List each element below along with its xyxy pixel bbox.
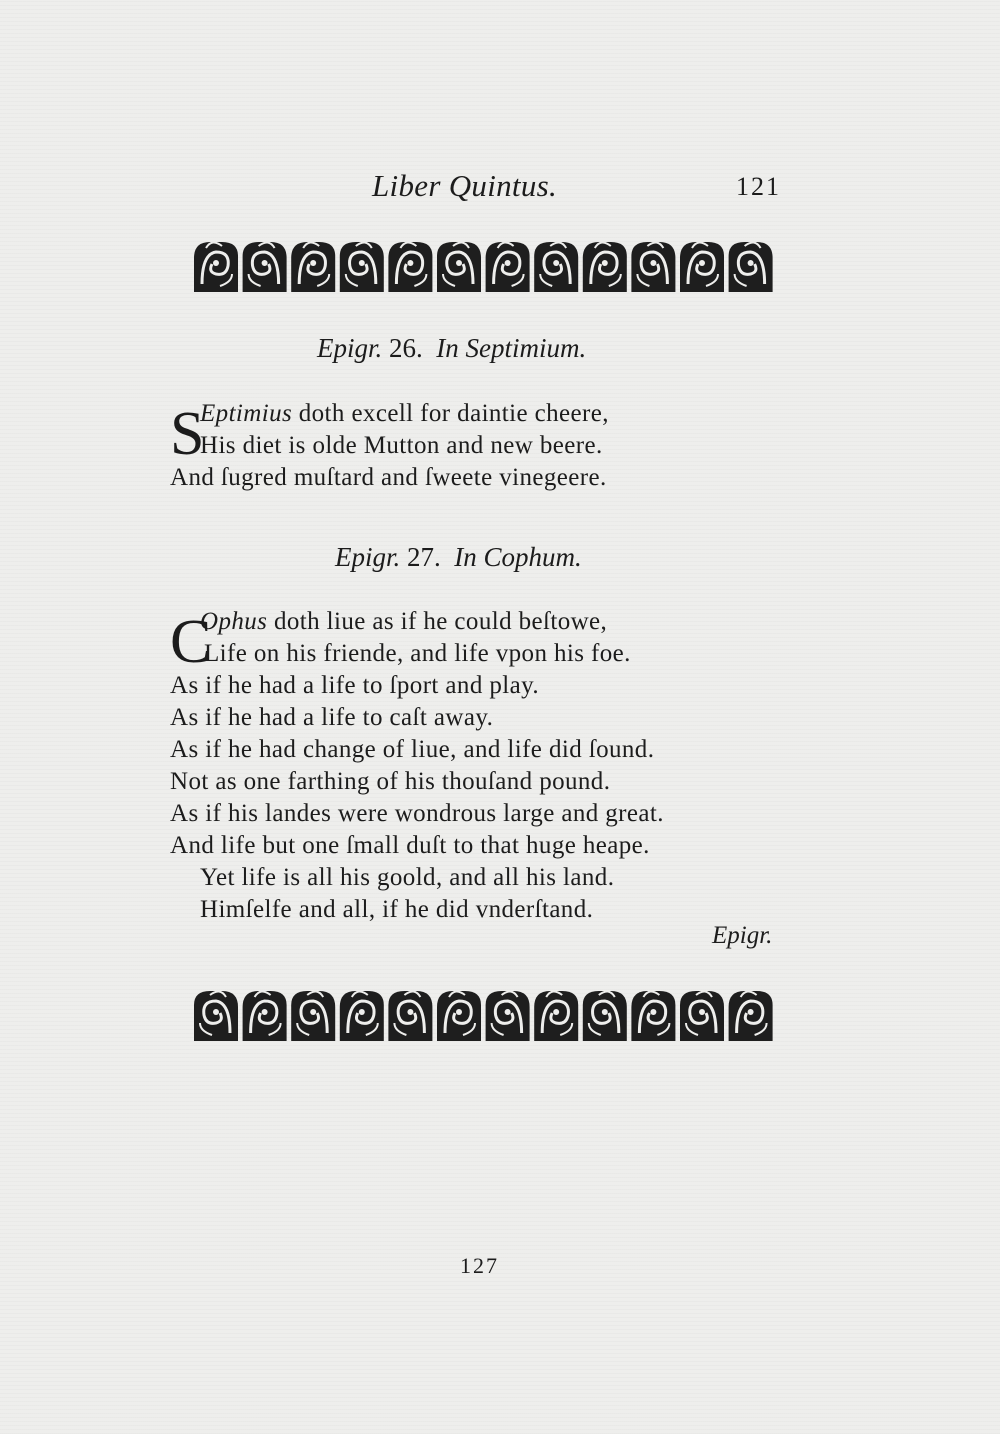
ornament-unit xyxy=(534,242,578,292)
ornament-unit xyxy=(729,991,773,1041)
ornament-unit xyxy=(291,242,335,292)
ornament-unit xyxy=(583,991,627,1041)
first-word: Ophus xyxy=(200,608,268,635)
heading-title: In Cophum. xyxy=(454,542,582,572)
ornament-unit xyxy=(486,991,530,1041)
epigram-26-text xyxy=(170,398,810,494)
ornament-unit xyxy=(680,242,724,292)
poem-line: And ſugred muſtard and ſweete vinegeere. xyxy=(170,464,607,491)
ornament-unit xyxy=(291,991,335,1041)
ornament-unit xyxy=(680,991,724,1041)
ornament-unit xyxy=(631,991,675,1041)
poem-line: As if he had a life to caſt away. xyxy=(170,704,494,731)
epigram-heading-26 xyxy=(317,333,586,364)
heading-prefix: Epigr. xyxy=(335,542,401,572)
first-line-rest: doth liue as if he could beſtowe, xyxy=(267,608,608,635)
ornament-unit xyxy=(486,242,530,292)
drop-cap-s: S xyxy=(170,400,205,468)
first-word: Eptimius xyxy=(200,400,293,427)
heading-title: In Septimium. xyxy=(436,333,587,363)
running-title: Liber Quintus. xyxy=(372,168,558,203)
poem-line: Not as one farthing of his thouſand pound. xyxy=(170,768,611,795)
poem-line: As if he had a life to ſport and play. xyxy=(170,672,540,699)
poem-line: Life on his friende, and life vpon his foe. xyxy=(204,640,631,667)
top-ornament-band xyxy=(192,234,776,296)
ornament-unit xyxy=(243,991,287,1041)
ornament-unit xyxy=(631,242,675,292)
epigram-27-text xyxy=(170,606,810,926)
ornament-unit xyxy=(583,242,627,292)
ornament-unit xyxy=(194,991,238,1041)
ornament-unit xyxy=(388,991,432,1041)
heading-number: 27. xyxy=(407,542,441,572)
epigram-heading-27 xyxy=(335,542,582,573)
ornament-unit xyxy=(194,242,238,292)
poem-line: Yet life is all his goold, and all his land. xyxy=(200,864,615,891)
heading-prefix: Epigr. xyxy=(317,333,383,363)
ornament-unit xyxy=(729,242,773,292)
ornament-unit xyxy=(388,242,432,292)
ornament-unit xyxy=(534,991,578,1041)
poem-line: His diet is olde Mutton and new beere. xyxy=(200,432,603,459)
poem-line: As if he had change of liue, and life did ſound. xyxy=(170,736,655,763)
heading-number: 26. xyxy=(389,333,423,363)
ornament-unit xyxy=(437,242,481,292)
poem-line xyxy=(170,606,810,638)
bottom-ornament-band xyxy=(192,983,776,1045)
ornament-unit xyxy=(437,991,481,1041)
folio-number: 127 xyxy=(460,1253,499,1278)
ornament-unit xyxy=(340,991,384,1041)
poem-line: And life but one ſmall duſt to that huge heape. xyxy=(170,832,650,859)
poem-line: Himſelfe and all, if he did vnderſtand. xyxy=(200,896,594,923)
poem-line xyxy=(170,398,810,430)
first-line-rest: doth excell for daintie cheere, xyxy=(292,400,609,427)
poem-line: As if his landes were wondrous large and great. xyxy=(170,800,664,827)
ornament-unit xyxy=(243,242,287,292)
ornament-unit xyxy=(340,242,384,292)
drop-cap-c: C xyxy=(170,608,212,676)
catchword: Epigr. xyxy=(712,922,773,949)
page-number: 121 xyxy=(736,172,781,201)
